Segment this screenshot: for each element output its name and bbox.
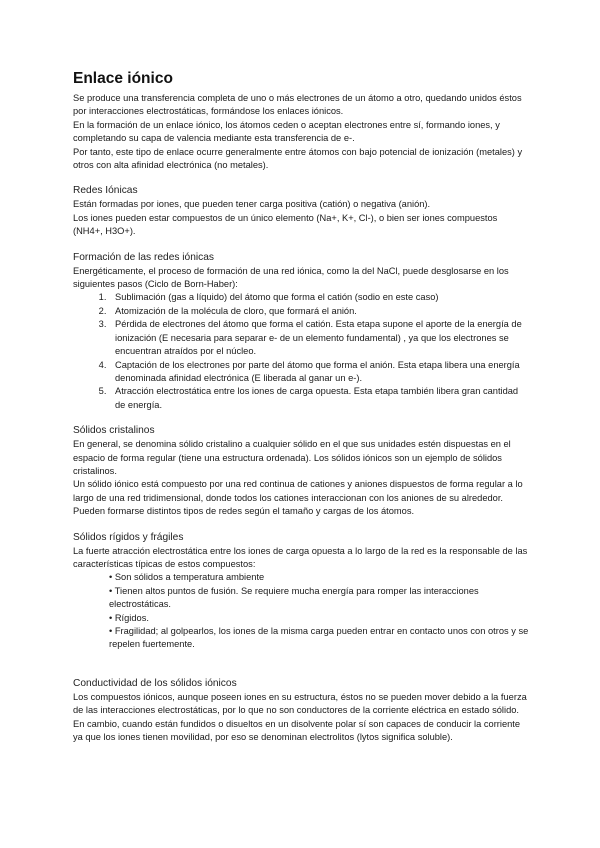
list-item: 4. Captación de los electrones por parte del átomo que forma el anión. Esta etapa libera una energía denominada afinidad electrónica (E liberada al ganar un e-). <box>109 359 529 386</box>
list-item: 3. Pérdida de electrones del átomo que forma el catión. Esta etapa supone el aporte de la energía de ionización (E necesaria para separar e- de un elemento fundamental) , ya que los electrones se encuentran atraídos por el núcleo. <box>109 318 529 358</box>
list-item: 2. Atomización de la molécula de cloro, que formará el anión. <box>109 305 529 318</box>
rigidos-section <box>73 531 529 652</box>
list-item: 5. Atracción electrostática entre los iones de carga opuesta. Esta etapa también libera gran cantidad de energía. <box>109 385 529 412</box>
intro-paragraph: En la formación de un enlace iónico, los átomos ceden o aceptan electrones entre sí, formando iones, y completando su capa de valencia mediante esta transferencia de e-. <box>73 119 500 144</box>
bullet-item: • Tienen altos puntos de fusión. Se requiere mucha energía para romper las interacciones electrostáticas. <box>109 585 479 610</box>
section-paragraph: En general, se denomina sólido cristalino a cualquier sólido en el que sus unidades estén dispuestas en el espacio de forma regular (tiene una estructura ordenada). Los sólidos iónicos son un ejemplo de sólidos cristalinos. <box>73 439 511 476</box>
section-paragraph: Energéticamente, el proceso de formación de una red iónica, como la del NaCl, puede desglosarse en los siguientes pasos (Ciclo de Born-Haber): <box>73 265 509 290</box>
section-paragraph: Un sólido iónico está compuesto por una red continua de cationes y aniones dispuestos de forma regular a lo largo de una red tridimensional, donde todos los cationes interaccionan con los aniones de su alrededor. Pueden formarse distintos tipos de redes según el tamaño y cargas de los átomos. <box>73 479 523 517</box>
document-body <box>73 70 529 744</box>
intro-paragraph: Por tanto, este tipo de enlace ocurre generalmente entre átomos con bajo potencial de ionización (metales) y otros con alta afinidad electrónica (no metales). <box>73 146 523 171</box>
cristalinos-section <box>73 424 529 518</box>
section-heading: Redes Iónicas <box>73 185 138 197</box>
formacion-section <box>73 251 529 412</box>
section-heading: Sólidos rígidos y frágiles <box>73 531 184 543</box>
section-heading: Formación de las redes iónicas <box>73 251 214 263</box>
conductividad-section <box>73 677 529 745</box>
section-heading: Sólidos cristalinos <box>73 425 155 437</box>
intro-section <box>73 92 529 172</box>
born-haber-steps <box>73 291 529 412</box>
bullet-item: • Rígidos. <box>109 612 149 623</box>
section-paragraph: Están formadas por iones, que pueden tener carga positiva (catión) o negativa (anión). <box>73 199 431 210</box>
bullet-item: • Fragilidad; al golpearlos, los iones de la misma carga pueden entrar en contacto unos con otros y se repelen fuertemente. <box>109 626 529 650</box>
redes-section <box>73 184 529 238</box>
list-item: 1. Sublimación (gas a líquido) del átomo que forma el catión (sodio en este caso) <box>109 291 529 304</box>
section-paragraph: Los compuestos iónicos, aunque poseen iones en su estructura, éstos no se pueden mover debido a la fuerza de las interacciones electrostáticas, por lo que no son conductores de la corriente eléctrica en estado sólido. En cambio, cuando están fundidos o disueltos en un disolvente polar sí son capaces de conducir la corriente ya que los iones tienen movilidad, por eso se denominan electrolitos (lytos significa soluble). <box>73 691 527 743</box>
bullet-item: • Son sólidos a temperatura ambiente <box>109 572 265 583</box>
section-paragraph: La fuerte atracción electrostática entre los iones de carga opuesta a lo largo de la red es la responsable de las características típicas de estos compuestos: <box>73 545 528 569</box>
section-paragraph: Los iones pueden estar compuestos de un único elemento (Na+, K+, Cl-), o bien ser iones compuestos (NH4+, H3O+). <box>73 212 498 237</box>
intro-paragraph: Se produce una transferencia completa de uno o más electrones de un átomo a otro, quedando unidos éstos por interacciones electrostáticas, formándose los enlaces iónicos. <box>73 93 522 117</box>
section-heading: Conductividad de los sólidos iónicos <box>73 677 237 689</box>
page-title: Enlace iónico <box>73 70 173 87</box>
